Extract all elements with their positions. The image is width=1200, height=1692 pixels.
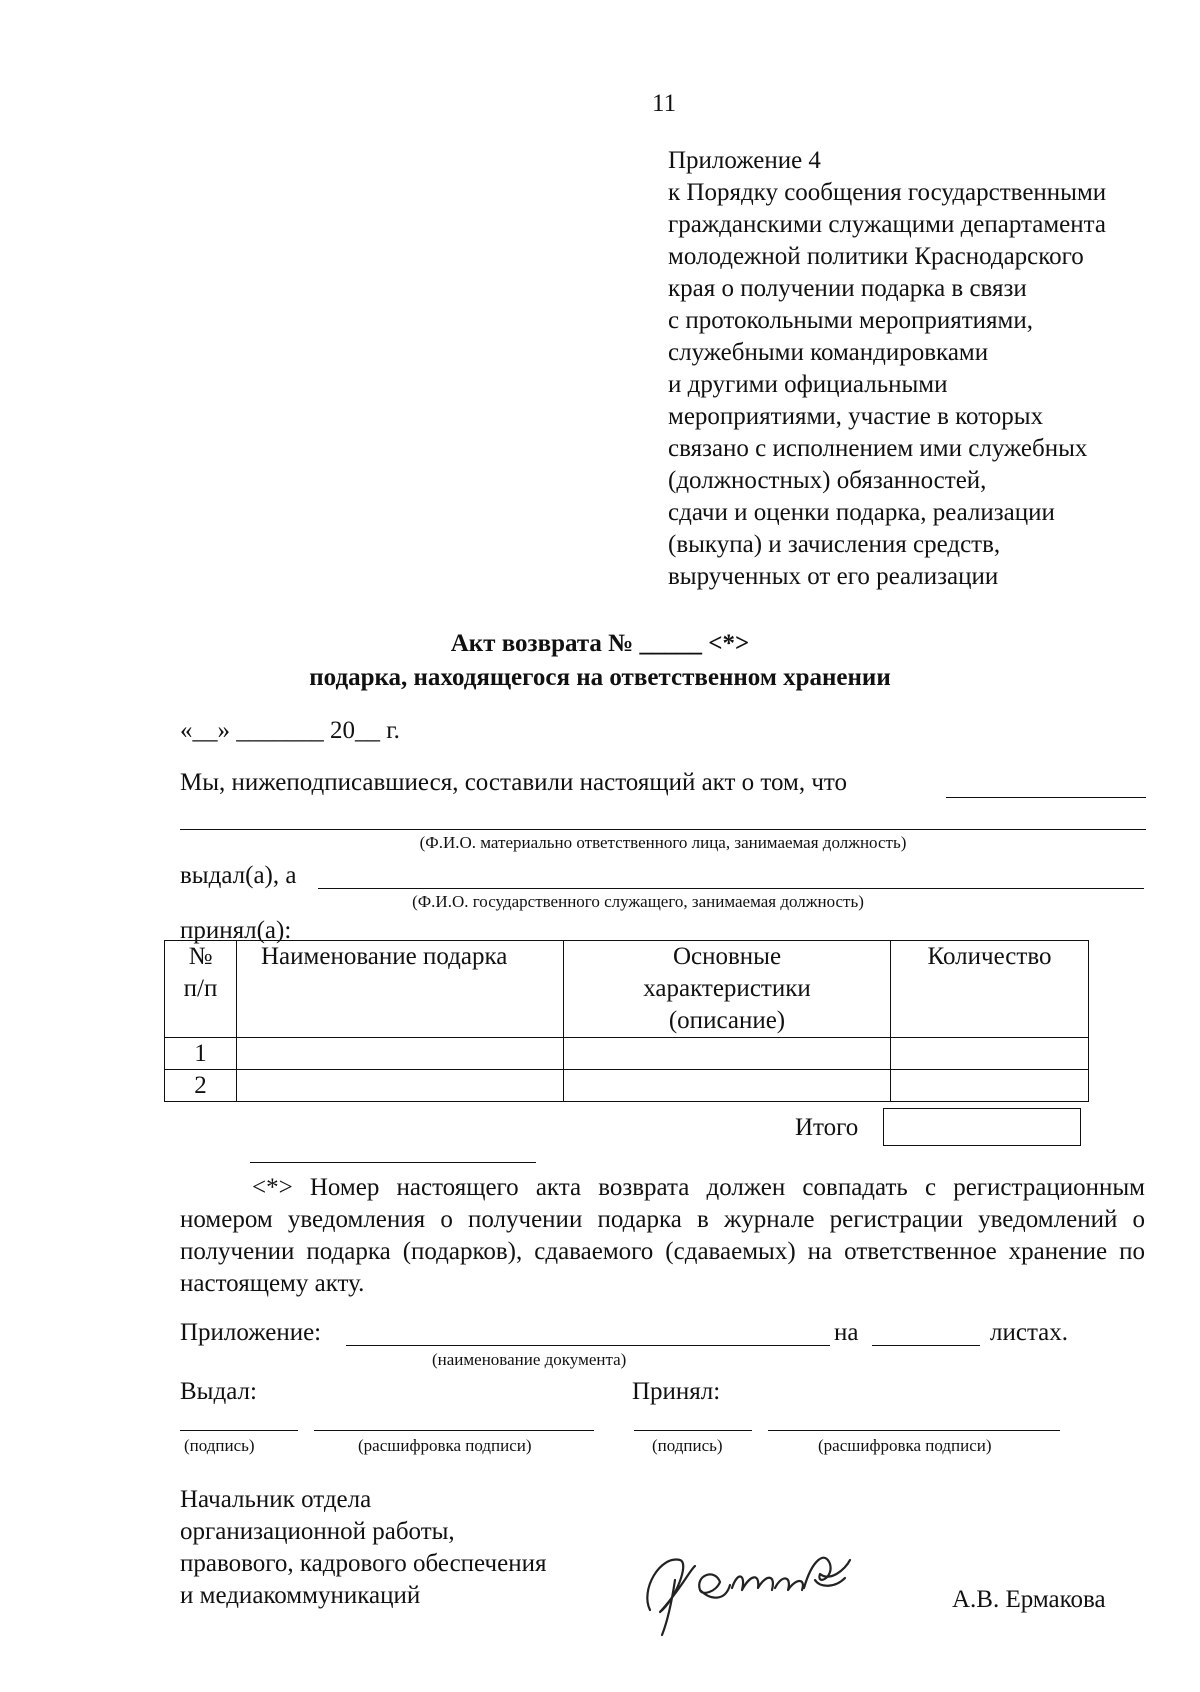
- row-characteristics-cell: [564, 1038, 891, 1070]
- intro-text: Мы, нижеподписавшиеся, составили настоящий акт о том, что: [180, 769, 848, 796]
- appendix-line: (должностных) обязанностей,: [668, 467, 987, 494]
- header-characteristics-line: (описание): [668, 1007, 786, 1034]
- table-header-row: [165, 941, 1089, 1038]
- attachment-document-line: [346, 1345, 830, 1346]
- row-number: 2: [165, 1070, 237, 1102]
- attachment-label: Приложение:: [180, 1319, 322, 1346]
- issued-decoding-line: [314, 1430, 594, 1431]
- header-num-line: №: [188, 943, 213, 970]
- appendix-line: к Порядку сообщения государственными: [668, 179, 1107, 206]
- appendix-block: [668, 145, 1106, 593]
- appendix-line: (выкупа) и зачисления средств,: [668, 531, 1001, 558]
- total-cell: [883, 1108, 1081, 1146]
- appendix-line: с протокольными мероприятиями,: [668, 307, 1033, 334]
- row-quantity-cell: [891, 1070, 1089, 1102]
- signatory-position-line: Начальник отдела: [180, 1486, 372, 1513]
- appendix-line: Приложение 4: [668, 147, 821, 174]
- date-line: «__» _______ 20__ г.: [180, 717, 400, 744]
- header-num: [165, 941, 237, 1038]
- intro-blank-line: [946, 797, 1146, 798]
- appendix-line: и другими официальными: [668, 371, 948, 398]
- issued-signature-hint: (подпись): [184, 1436, 255, 1455]
- signatory-position-line: и медиакоммуникаций: [180, 1582, 421, 1609]
- attachment-sheets: листах.: [990, 1319, 1069, 1346]
- civil-servant-hint: (Ф.И.О. государственного служащего, занимаемая должность): [412, 892, 864, 911]
- appendix-line: связано с исполнением ими служебных: [668, 435, 1088, 462]
- appendix-line: молодежной политики Краснодарского: [668, 243, 1084, 270]
- row-gift-name-cell: [237, 1070, 564, 1102]
- footnote-separator: [250, 1162, 536, 1163]
- header-num-line: п/п: [183, 975, 218, 1002]
- header-quantity: Количество: [891, 941, 1089, 1038]
- act-title: Акт возврата № _____ <*>: [450, 630, 750, 657]
- table-row: [165, 1070, 1089, 1102]
- header-characteristics-line: Основные: [672, 943, 782, 970]
- received-label: принял(а):: [180, 917, 292, 944]
- header-gift-name: Наименование подарка: [237, 941, 564, 1038]
- signatory-position-line: правового, кадрового обеспечения: [180, 1550, 547, 1577]
- handwritten-signature: [620, 1530, 880, 1640]
- gift-table: [164, 940, 1089, 1102]
- received-signature-line: [634, 1430, 752, 1431]
- table-row: [165, 1038, 1089, 1070]
- page-number: 11: [652, 90, 677, 117]
- civil-servant-line: [318, 888, 1144, 889]
- received-by-label: Принял:: [632, 1378, 721, 1405]
- appendix-line: гражданскими служащими департамента: [668, 211, 1106, 238]
- appendix-line: края о получении подарка в связи: [668, 275, 1027, 302]
- act-subtitle: подарка, находящегося на ответственном хранении: [309, 664, 891, 691]
- signatory-name: А.В. Ермакова: [952, 1586, 1106, 1613]
- signatory-position-line: организационной работы,: [180, 1518, 455, 1545]
- attachment-on: на: [834, 1319, 859, 1346]
- row-number: 1: [165, 1038, 237, 1070]
- appendix-line: вырученных от его реализации: [668, 563, 999, 590]
- issued-label: выдал(а), а: [180, 862, 297, 889]
- total-label: Итого: [795, 1114, 859, 1141]
- responsible-person-hint: (Ф.И.О. материально ответственного лица, занимаемая должность): [419, 833, 907, 852]
- signatory-position: [180, 1484, 546, 1612]
- received-decoding-line: [768, 1430, 1060, 1431]
- issued-by-label: Выдал:: [180, 1378, 257, 1405]
- issued-decoding-hint: (расшифровка подписи): [358, 1436, 532, 1455]
- footnote: [180, 1172, 1145, 1300]
- received-decoding-hint: (расшифровка подписи): [818, 1436, 992, 1455]
- row-gift-name-cell: [237, 1038, 564, 1070]
- appendix-line: служебными командировками: [668, 339, 989, 366]
- header-characteristics: [564, 941, 891, 1038]
- row-quantity-cell: [891, 1038, 1089, 1070]
- footnote-text: <*> Номер настоящего акта возврата должен совпадать с регистрационным номером уведомления о получении подарка в журнале регистрации уведомлений о получении подарка (подарков), сдаваемого (сдаваемых) на ответственное хранение по настоящему акту.: [180, 1174, 1145, 1297]
- responsible-person-line: [180, 829, 1146, 830]
- row-characteristics-cell: [564, 1070, 891, 1102]
- attachment-sheets-line: [872, 1345, 980, 1346]
- appendix-line: мероприятиями, участие в которых: [668, 403, 1044, 430]
- attachment-hint: (наименование документа): [432, 1350, 627, 1369]
- appendix-line: сдачи и оценки подарка, реализации: [668, 499, 1055, 526]
- header-characteristics-line: характеристики: [643, 975, 811, 1002]
- issued-signature-line: [180, 1430, 298, 1431]
- received-signature-hint: (подпись): [652, 1436, 723, 1455]
